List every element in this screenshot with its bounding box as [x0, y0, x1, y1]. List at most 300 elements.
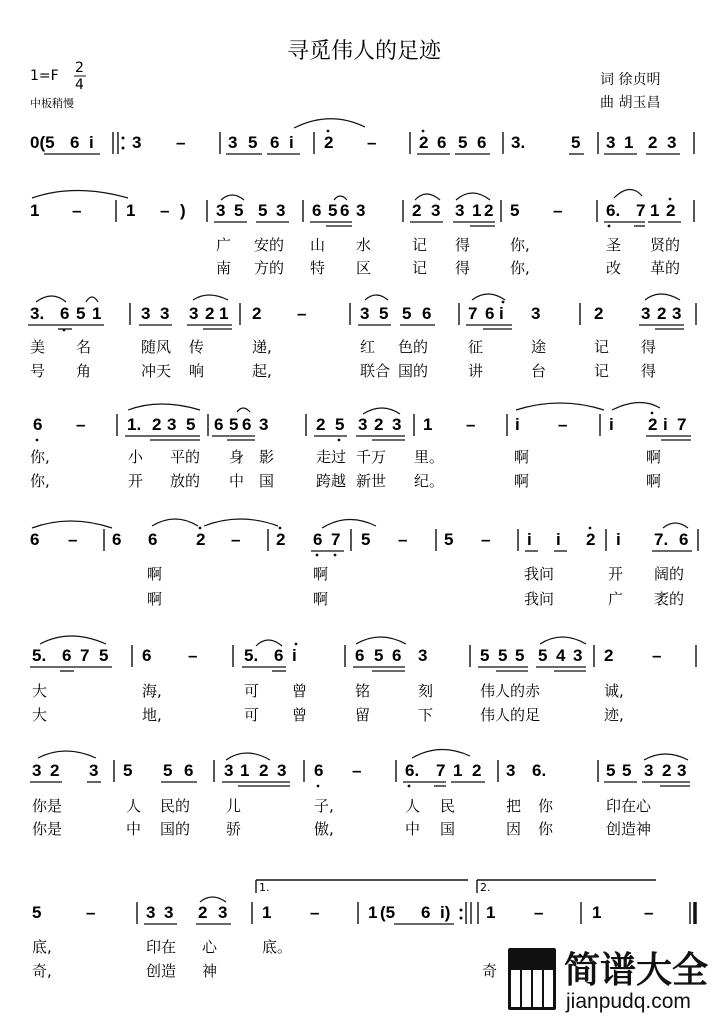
note: 5 [510, 201, 520, 220]
piano-keys-icon [508, 948, 556, 1010]
note: 7 [636, 201, 646, 220]
note: i [663, 415, 668, 434]
slur [193, 295, 228, 300]
slur [363, 408, 400, 414]
octave-dot [317, 785, 320, 788]
note: 2 [662, 761, 672, 780]
octave-dot [36, 439, 39, 442]
lyric: 传 [189, 338, 205, 356]
note: 3 [277, 761, 287, 780]
note: – [76, 415, 86, 434]
slur [663, 523, 688, 528]
note: 6 [214, 415, 224, 434]
lyric: 曾 [292, 682, 308, 700]
note: 2 [648, 133, 658, 152]
note: 6 [274, 646, 284, 665]
note: 6 [313, 530, 323, 549]
note: i [292, 646, 297, 665]
note: – [160, 201, 170, 220]
slur [86, 297, 98, 302]
lyric: 你, [510, 236, 530, 254]
lyric: 奇 [482, 962, 498, 980]
lyric: 广 [216, 236, 232, 254]
lyric: 讲 [468, 362, 484, 380]
lyric: 因 [506, 820, 522, 838]
lyric: 台 [531, 362, 547, 380]
note: 6 [421, 903, 431, 922]
lyric: 你, [510, 259, 530, 277]
note: 3 [32, 761, 42, 780]
note: 3 [218, 903, 228, 922]
note: – [534, 903, 544, 922]
note: 3 [672, 304, 682, 323]
lyric: 你 [538, 797, 554, 815]
lyric: 啊 [147, 565, 163, 583]
note: – [644, 903, 654, 922]
note: 6 [30, 530, 40, 549]
lyric: 我问 [524, 565, 555, 583]
slur [204, 519, 278, 526]
note: 3 [216, 201, 226, 220]
note: 2 [419, 133, 429, 152]
lyric: 起, [252, 362, 272, 380]
lyric: 国的 [398, 362, 429, 380]
octave-dot [651, 412, 654, 415]
lyric: 联合 [360, 362, 391, 380]
lyric: 可 [244, 682, 260, 700]
slur [128, 404, 200, 410]
lyric: 记 [594, 338, 610, 356]
note: 6. [606, 201, 621, 220]
note: 1 [30, 201, 40, 220]
note: (5 [380, 903, 396, 922]
note: 1 [472, 201, 482, 220]
note: – [68, 530, 78, 549]
octave-dot [334, 554, 337, 557]
note: i [616, 530, 621, 549]
note: 2 [152, 415, 162, 434]
note: 1 [92, 304, 102, 323]
lyric: 啊 [313, 590, 329, 608]
octave-dot [608, 225, 611, 228]
repeat-dot [460, 909, 463, 912]
repeat-dot [122, 147, 125, 150]
note: – [481, 530, 491, 549]
note: 3 [531, 304, 541, 323]
lyric: 冲天 [141, 362, 172, 380]
lyric: 底。 [262, 938, 293, 956]
lyric: 圣 [606, 236, 622, 254]
meter-bottom: 4 [75, 77, 84, 93]
slur [36, 296, 66, 302]
slur [322, 519, 376, 528]
note: 6 [312, 201, 322, 220]
lyric: 特 [310, 259, 326, 277]
tempo-marking: 中板稍慢 [30, 97, 74, 110]
repeat-dot [122, 137, 125, 140]
note: 5 [335, 415, 345, 434]
octave-dot [295, 643, 298, 646]
note: 3 [146, 903, 156, 922]
note: 5 [571, 133, 581, 152]
lyric: 把 [506, 797, 522, 815]
lyric: 创造 [146, 962, 177, 980]
lyric: 曾 [292, 706, 308, 724]
note: 1 [453, 761, 463, 780]
lyric: 人 [126, 797, 142, 815]
slur [415, 194, 440, 200]
slur [32, 521, 112, 528]
lyric: 水 [356, 236, 372, 254]
lyric: 我问 [524, 590, 555, 608]
lyric: 可 [244, 706, 260, 724]
note: i [289, 133, 294, 152]
note: i [515, 415, 520, 434]
slur [226, 753, 270, 760]
note: 2 [276, 530, 286, 549]
note: 5 [123, 761, 133, 780]
note: 7 [331, 530, 341, 549]
note: 3 [677, 761, 687, 780]
note: 2 [252, 304, 262, 323]
note: 6 [184, 761, 194, 780]
note: ) [180, 201, 186, 220]
note: 5 [374, 646, 384, 665]
note: 5 [606, 761, 616, 780]
note: 1 [423, 415, 433, 434]
note: – [176, 133, 186, 152]
note: 2 [657, 304, 667, 323]
lyric: 大 [32, 706, 48, 724]
note: 2 [412, 201, 422, 220]
note: 6 [62, 646, 72, 665]
lyric: 千万 [356, 448, 387, 466]
lyric: 红 [360, 338, 376, 356]
row-6-lyrics [32, 797, 652, 838]
note: 5 [328, 201, 338, 220]
lyric: 跨越 [316, 472, 347, 490]
note: 3 [644, 761, 654, 780]
lyric: 途 [531, 338, 547, 356]
note: 1 [219, 304, 229, 323]
lyric: 你是 [32, 820, 63, 838]
lyric: 啊 [646, 472, 662, 490]
note: 3. [30, 304, 45, 323]
note: 6 [314, 761, 324, 780]
lyric: 广 [608, 590, 624, 608]
lyric: 你 [538, 820, 554, 838]
note: 3 [189, 304, 199, 323]
note: 3 [167, 415, 177, 434]
lyric: 随风 [141, 338, 172, 356]
row-7 [32, 880, 695, 924]
row-3 [33, 402, 691, 441]
logo-url: jianpudq.com [566, 990, 691, 1013]
lyric: 啊 [514, 472, 530, 490]
note: 2 [50, 761, 60, 780]
lyric: 改 [606, 259, 622, 277]
note: 5. [244, 646, 259, 665]
note: 6 [485, 304, 495, 323]
slur [412, 749, 470, 758]
note: 7. [654, 530, 669, 549]
lyric: 方的 [254, 259, 285, 277]
lyric: 铭 [355, 682, 371, 700]
lyric: 角 [76, 362, 92, 380]
lyric: 中 [126, 820, 142, 838]
lyric: 纪。 [414, 472, 445, 490]
note: 1 [240, 761, 250, 780]
note: 3 [573, 646, 583, 665]
note: 2 [259, 761, 269, 780]
note: 5 [248, 133, 258, 152]
note: 3 [141, 304, 151, 323]
lyric: 儿 [226, 797, 242, 815]
lyric: 袤的 [654, 590, 685, 608]
note: 3 [667, 133, 677, 152]
lyric: 贤的 [650, 236, 681, 254]
note: 6 [340, 201, 350, 220]
note: 3 [606, 133, 616, 152]
note: 6 [33, 415, 43, 434]
row-2-lyrics [30, 338, 656, 380]
volta-first: 1. [259, 881, 270, 894]
note: i [556, 530, 561, 549]
note: 2 [316, 415, 326, 434]
note: – [86, 903, 96, 922]
note: 6. [405, 761, 420, 780]
lyric: 底, [32, 938, 52, 956]
lyric: 阔的 [654, 565, 685, 583]
note: 6 [148, 530, 158, 549]
note: 1 [624, 133, 634, 152]
note: 2 [604, 646, 614, 665]
lyric: 身 [229, 448, 245, 466]
lyric: 开 [608, 565, 624, 583]
note: 3. [511, 133, 526, 152]
slur [456, 193, 490, 200]
lyric: 名 [76, 338, 92, 356]
note: 7 [677, 415, 687, 434]
lyric: 你是 [32, 797, 63, 815]
note: 5 [76, 304, 86, 323]
note: 5 [99, 646, 109, 665]
note: 1 [650, 201, 660, 220]
row-2 [28, 294, 696, 331]
note: 1 [368, 903, 378, 922]
composer-credit: 曲 胡玉昌 [600, 95, 661, 111]
lyric: 创造神 [606, 820, 652, 838]
note: 1 [486, 903, 496, 922]
note: 7 [436, 761, 446, 780]
note: – [297, 304, 307, 323]
lyric: 留 [355, 706, 371, 724]
note: 3 [360, 304, 370, 323]
note: 6 [355, 646, 365, 665]
lyric: 走过 [316, 448, 347, 466]
lyric: 傲, [314, 820, 334, 838]
row-1-lyrics [216, 236, 680, 277]
lyric: 响 [189, 362, 205, 380]
slur [365, 295, 388, 300]
lyric: 小 [128, 448, 144, 466]
note: 5 [234, 201, 244, 220]
lyric: 记 [594, 362, 610, 380]
lyric: 伟人的足 [480, 706, 541, 724]
lyric: 征 [468, 338, 484, 356]
lyric: 平的 [170, 448, 201, 466]
note: 6 [270, 133, 280, 152]
lyric: 递, [252, 338, 272, 356]
lyric: 啊 [147, 590, 163, 608]
lyric: 号 [30, 362, 46, 380]
note: 5 [258, 201, 268, 220]
meter-top: 2 [75, 60, 84, 76]
lyric: 刻 [418, 682, 434, 700]
note: – [72, 201, 82, 220]
lyric: 记 [412, 236, 428, 254]
note: 3 [418, 646, 428, 665]
lyric: 影 [259, 448, 275, 466]
note: 3 [506, 761, 516, 780]
lyric: 人 [405, 797, 421, 815]
slur [612, 402, 660, 410]
note: 2 [666, 201, 676, 220]
note: 2 [586, 530, 596, 549]
lyric: 里。 [414, 448, 445, 466]
song-title: 寻觅伟人的足迹 [286, 39, 442, 64]
slur [472, 294, 505, 300]
lyric: 得 [455, 259, 471, 277]
lyric: 印在心 [606, 797, 652, 815]
row-0 [30, 119, 694, 154]
note: 6 [422, 304, 432, 323]
lyric: 印在 [146, 938, 177, 956]
note: 6 [242, 415, 252, 434]
lyric: 伟人的赤 [480, 682, 541, 700]
note: 6 [477, 133, 487, 152]
note: 5 [186, 415, 196, 434]
note: 5 [402, 304, 412, 323]
row-5 [30, 636, 696, 671]
lyric: 啊 [646, 448, 662, 466]
lyric: 海, [142, 682, 162, 700]
note: – [231, 530, 241, 549]
slur [38, 751, 96, 758]
note: 3 [132, 133, 142, 152]
note: – [310, 903, 320, 922]
slur [645, 294, 680, 300]
row-3-lyrics [30, 448, 661, 490]
note: 5 [458, 133, 468, 152]
lyric: 开 [128, 472, 144, 490]
note: – [466, 415, 476, 434]
octave-dot [338, 439, 341, 442]
lyric: 你, [30, 448, 50, 466]
slur [516, 403, 604, 410]
note: – [367, 133, 377, 152]
note: i [609, 415, 614, 434]
slur [644, 754, 688, 760]
lyric: 奇, [32, 962, 52, 980]
note: 3 [160, 304, 170, 323]
note: 5 [480, 646, 490, 665]
lyric: 中 [405, 820, 421, 838]
lyric: 得 [641, 362, 657, 380]
lyric: 子, [314, 797, 334, 815]
note: 5 [229, 415, 239, 434]
lyric: 美 [30, 338, 46, 356]
note: 2 [198, 903, 208, 922]
note: 2 [484, 201, 494, 220]
row-6 [30, 749, 690, 787]
note: 5 [622, 761, 632, 780]
lyric: 下 [418, 706, 434, 724]
lyric: 区 [356, 259, 372, 277]
note: – [553, 201, 563, 220]
note: 6 [679, 530, 689, 549]
note: 5. [32, 646, 47, 665]
note: 1 [126, 201, 136, 220]
lyric: 骄 [226, 820, 242, 838]
note: 6 [392, 646, 402, 665]
note: 3 [259, 415, 269, 434]
note: i [527, 530, 532, 549]
lyric: 安的 [254, 236, 285, 254]
lyric: 诚, [604, 682, 624, 700]
octave-dot [408, 785, 411, 788]
lyric: 山 [310, 236, 326, 254]
note: 7 [468, 304, 478, 323]
lyric: 大 [32, 682, 48, 700]
site-logo [498, 942, 719, 1016]
octave-dot [422, 130, 425, 133]
slur [40, 636, 106, 644]
key-signature: 1=F [30, 68, 59, 84]
octave-dot [327, 130, 330, 133]
note: i) [440, 903, 451, 922]
note: – [398, 530, 408, 549]
note: 1. [127, 415, 142, 434]
note: 5 [444, 530, 454, 549]
note: 0(5 [30, 133, 55, 152]
slur [356, 637, 406, 644]
note: 5 [361, 530, 371, 549]
note: 6 [60, 304, 70, 323]
slur [540, 637, 586, 644]
lyric: 记 [412, 259, 428, 277]
lyric: 民的 [160, 797, 191, 815]
note: 3 [89, 761, 99, 780]
lyricist-credit: 词 徐贞明 [600, 72, 661, 88]
note: 5 [32, 903, 42, 922]
row-4-lyrics [147, 565, 684, 608]
note: 2 [196, 530, 206, 549]
note: 2 [648, 415, 658, 434]
slur [614, 189, 642, 198]
note: 2 [594, 304, 604, 323]
row-5-lyrics [32, 682, 624, 724]
note: – [188, 646, 198, 665]
lyric: 啊 [313, 565, 329, 583]
octave-dot [199, 527, 202, 530]
lyric: 中 [229, 472, 245, 490]
lyric: 国 [259, 472, 275, 490]
lyric: 得 [455, 236, 471, 254]
lyric: 国的 [160, 820, 191, 838]
lyric: 得 [641, 338, 657, 356]
note: 6. [532, 761, 547, 780]
